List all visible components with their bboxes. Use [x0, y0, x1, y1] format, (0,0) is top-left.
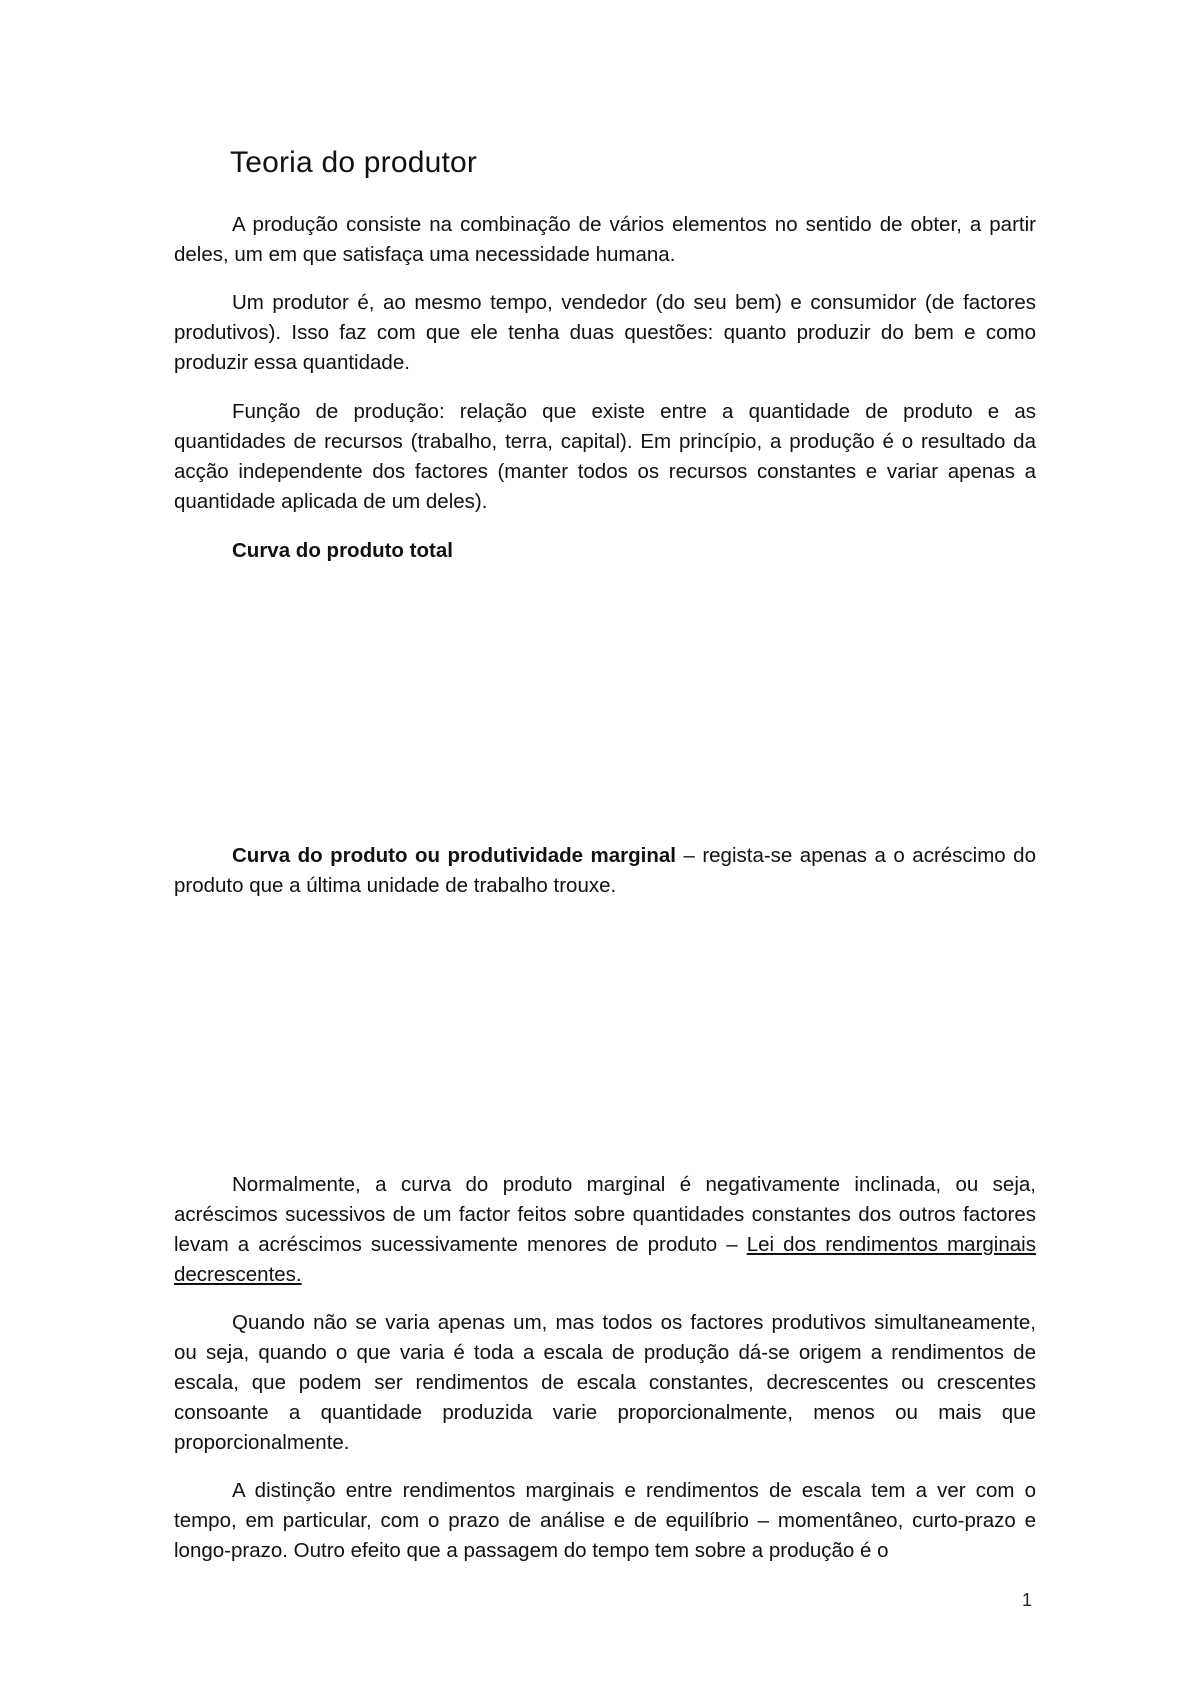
- heading-total-product-curve: [174, 536, 1036, 566]
- law-name: Lei dos rendimentos marginais decrescentes.: [174, 1233, 1036, 1286]
- paragraph-time-distinction: [174, 1476, 1036, 1566]
- paragraph-text: [174, 1170, 1036, 1290]
- page-title: Teoria do produtor: [230, 146, 478, 179]
- paragraph-text: Um produtor é, ao mesmo tempo, vendedor (do seu bem) e consumidor (de factores produtivos). Isso faz com que ele tenha duas questões: quanto produzir do bem e como produzir essa quantidade.: [174, 291, 1036, 374]
- inline-heading: Curva do produto ou produtividade marginal: [232, 844, 676, 867]
- paragraph-returns-to-scale: [174, 1308, 1036, 1458]
- paragraph-text: [174, 841, 1036, 901]
- section-heading: Curva do produto total: [232, 539, 453, 562]
- paragraph-text: Função de produção: relação que existe entre a quantidade de produto e as quantidades de recursos (trabalho, terra, capital). Em princípio, a produção é o resultado da acção independente dos factores (manter todos os recursos constantes e variar apenas a quantidade aplicada de um deles).: [174, 400, 1036, 513]
- paragraph-producer: [174, 288, 1036, 378]
- paragraph-diminishing-returns: [174, 1170, 1036, 1290]
- paragraph-production-function: [174, 397, 1036, 517]
- paragraph-marginal-product-curve: [174, 841, 1036, 901]
- paragraph-text: A distinção entre rendimentos marginais e rendimentos de escala tem a ver com o tempo, em particular, com o prazo de análise e de equilíbrio – momentâneo, curto-prazo e longo-prazo. Outro efeito que a passagem do tempo tem sobre a produção é o: [174, 1479, 1036, 1562]
- paragraph-text: A produção consiste na combinação de vários elementos no sentido de obter, a partir deles, um em que satisfaça uma necessidade humana.: [174, 213, 1036, 266]
- paragraph-production-definition: [174, 210, 1036, 270]
- page-number: 1: [1022, 1590, 1033, 1610]
- paragraph-text: Quando não se varia apenas um, mas todos os factores produtivos simultaneamente, ou seja, quando o que varia é toda a escala de produção dá-se origem a rendimentos de escala, que podem ser rendimentos de escala constantes, decrescentes ou crescentes consoante a quantidade produzida varie proporcionalmente, menos ou mais que proporcionalmente.: [174, 1311, 1036, 1454]
- paragraph-continuation: – regista-se apenas a o acréscimo do produto que a última unidade de trabalho trouxe.: [174, 844, 1036, 897]
- paragraph-body: Normalmente, a curva do produto marginal é negativamente inclinada, ou seja, acréscimos sucessivos de um factor feitos sobre quantidades constantes dos outros factores levam a acréscimos sucessivamente menores de produto –: [174, 1173, 1036, 1256]
